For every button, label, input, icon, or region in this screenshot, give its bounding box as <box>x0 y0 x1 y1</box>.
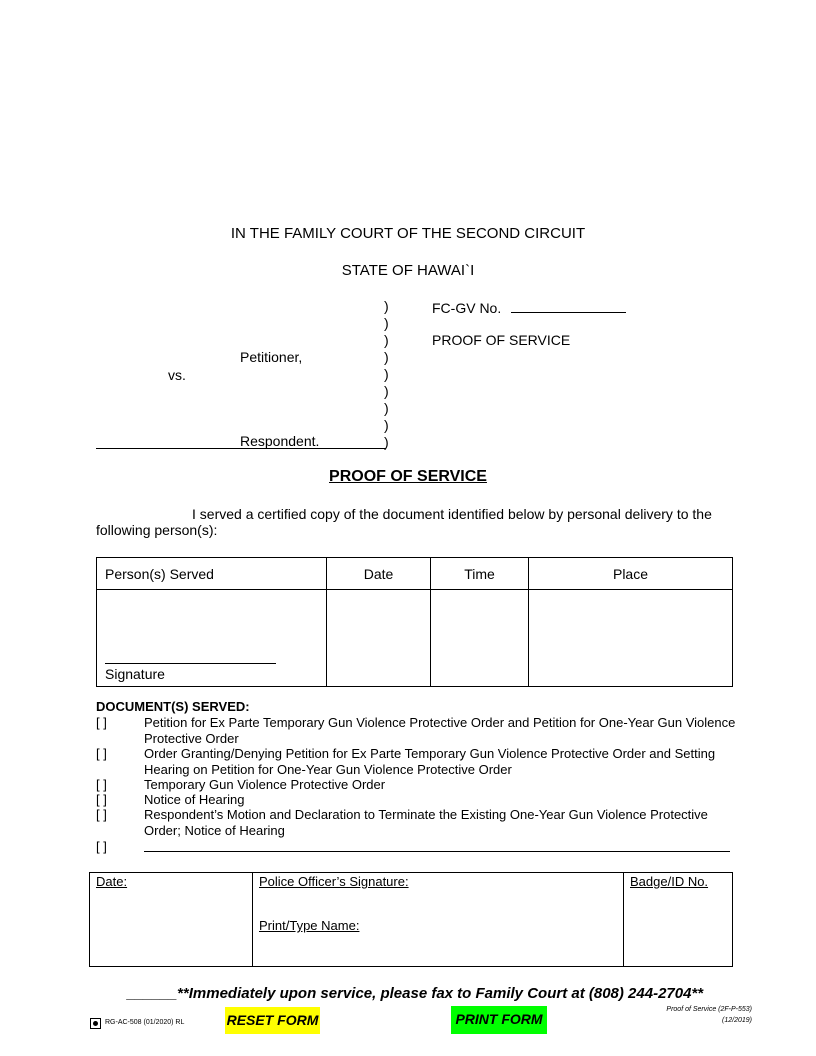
signature-line <box>105 663 276 664</box>
respondent-label: Respondent. <box>240 433 320 449</box>
other-document-field[interactable] <box>144 851 730 852</box>
badge-label: Badge/ID No. <box>630 874 709 889</box>
service-table <box>96 557 733 687</box>
case-number-field[interactable] <box>511 298 626 313</box>
intro-line-1: I served a certified copy of the document identified below by personal delivery to the <box>192 506 712 522</box>
intro-line-2: following person(s): <box>96 522 218 538</box>
document-label: Temporary Gun Violence Protective Order <box>144 777 386 792</box>
officer-signature-cell[interactable] <box>253 873 624 967</box>
header-time: Time <box>431 558 529 590</box>
document-item <box>96 792 736 808</box>
form-date: (12/2019) <box>722 1017 752 1024</box>
header-date: Date <box>327 558 431 590</box>
form-code: RG-AC-508 (01/2020) RL <box>105 1019 185 1026</box>
form-code-icon <box>90 1018 101 1029</box>
place-cell[interactable] <box>529 590 733 687</box>
document-item <box>96 777 736 793</box>
service-table-header <box>97 558 733 590</box>
form-name: Proof of Service (2F-P-553) <box>666 1006 752 1013</box>
petitioner-label: Petitioner, <box>240 349 303 365</box>
document-item <box>96 746 736 777</box>
court-name: IN THE FAMILY COURT OF THE SECOND CIRCUIT <box>230 225 586 242</box>
document-checkbox[interactable]: [ ] <box>96 807 107 822</box>
doc-title-right: PROOF OF SERVICE <box>432 332 571 348</box>
case-number <box>432 298 626 316</box>
page-title: PROOF OF SERVICE <box>329 468 487 485</box>
court-state: STATE OF HAWAI`I <box>341 262 475 279</box>
officer-signature-label: Police Officer’s Signature: <box>259 874 409 889</box>
header-persons-served: Person(s) Served <box>97 558 327 590</box>
officer-date-label: Date: <box>96 874 128 889</box>
document-checkbox[interactable]: [ ] <box>96 839 107 854</box>
officer-date-cell[interactable] <box>90 873 253 967</box>
officer-table <box>89 872 733 967</box>
badge-cell[interactable] <box>624 873 733 967</box>
signature-label: Signature <box>105 666 165 682</box>
vs-label: vs. <box>168 367 186 383</box>
time-cell[interactable] <box>431 590 529 687</box>
document-item <box>96 807 736 838</box>
service-table-row <box>97 590 733 687</box>
date-cell[interactable] <box>327 590 431 687</box>
document-checkbox[interactable]: [ ] <box>96 777 107 792</box>
document-checkbox[interactable]: [ ] <box>96 715 107 730</box>
persons-served-cell[interactable] <box>97 590 327 687</box>
fax-notice: ______**Immediately upon service, please fax to Family Court at (808) 244-2704** <box>127 985 704 1002</box>
document-label: Notice of Hearing <box>144 792 245 807</box>
print-name-label: Print/Type Name: <box>259 918 360 933</box>
print-form-button[interactable]: PRINT FORM <box>451 1006 547 1034</box>
documents-heading: DOCUMENT(S) SERVED: <box>96 699 250 714</box>
document-item <box>96 715 736 746</box>
document-label: Petition for Ex Parte Temporary Gun Violence Protective Order and Petition for One-Year Gun Violence Protective Order <box>144 715 736 746</box>
document-checkbox[interactable]: [ ] <box>96 746 107 761</box>
header-place: Place <box>529 558 733 590</box>
print-name <box>259 918 359 933</box>
document-label: Respondent’s Motion and Declaration to Terminate the Existing One-Year Gun Violence Protective Order; Notice of Hearing <box>144 807 708 838</box>
case-number-label: FC-GV No. <box>432 300 502 316</box>
document-label: Order Granting/Denying Petition for Ex Parte Temporary Gun Violence Protective Order and Setting Hearing on Petition for One-Year Gun Violence Protective Order <box>144 746 716 777</box>
document-checkbox[interactable]: [ ] <box>96 792 107 807</box>
reset-form-button[interactable]: RESET FORM <box>225 1007 320 1034</box>
